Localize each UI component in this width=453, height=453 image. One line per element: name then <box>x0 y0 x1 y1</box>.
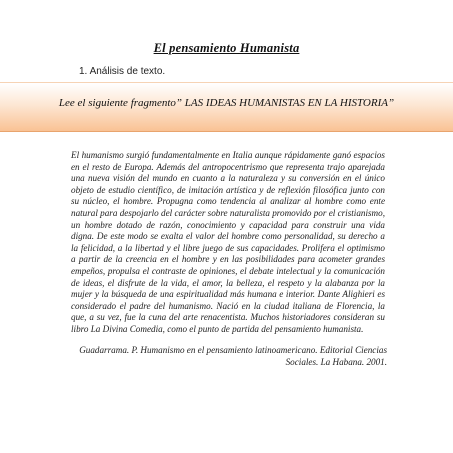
instruction-banner-text: Lee el siguiente fragmento” LAS IDEAS HUMANISTAS EN LA HISTORIA” <box>58 97 395 109</box>
fragment-text: El humanismo surgió fundamentalmente en Italia aunque rápidamente ganó espacios en el resto de Europa. Además del antropocentrismo que representa trajo aparejada una nueva visión del mundo en cuanto a la naturaleza y su conversión en el único objeto de estudio científico, de imitación artística y de reflexión filosófica junto con su núcleo, el hombre. Propugna como tendencia al analizar al hombre como ente natural para despojarlo del carácter sobre naturalista promovido por el cristianismo, un hombre dotado de razón, conocimiento y capacidad para construir una vida digna. De este modo se exalta el valor del hombre como personalidad, su derecho a la felicidad, a la libertad y el libre juego de sus capacidades. Prolifera el optimismo a partir de la creencia en el hombre y en las posibilidades para acometer grandes empeños, propulsa el contraste de opiniones, el debate intelectual y la comunicación de ideas, el disfrute de la vida, el amor, la belleza, el respeto y la alabanza por la mujer y la búsqueda de una espiritualidad más humana e interior. Dante Alighieri es considerado el padre del humanismo. Nació en la ciudad italiana de Florencia, la que, a su vez, fue la cuna del arte renacentista. Muchos historiadores consideran su libro La Divina Comedia, como el punto de partida del pensamiento humanista. <box>71 150 385 334</box>
document-title: El pensamiento Humanista <box>153 41 300 55</box>
list-item-analysis: 1. Análisis de texto. <box>79 66 166 77</box>
citation: Guadarrama. P. Humanismo en el pensamiento latinoamericano. Editorial Ciencias Sociales. La Habana. 2001. <box>79 345 387 367</box>
